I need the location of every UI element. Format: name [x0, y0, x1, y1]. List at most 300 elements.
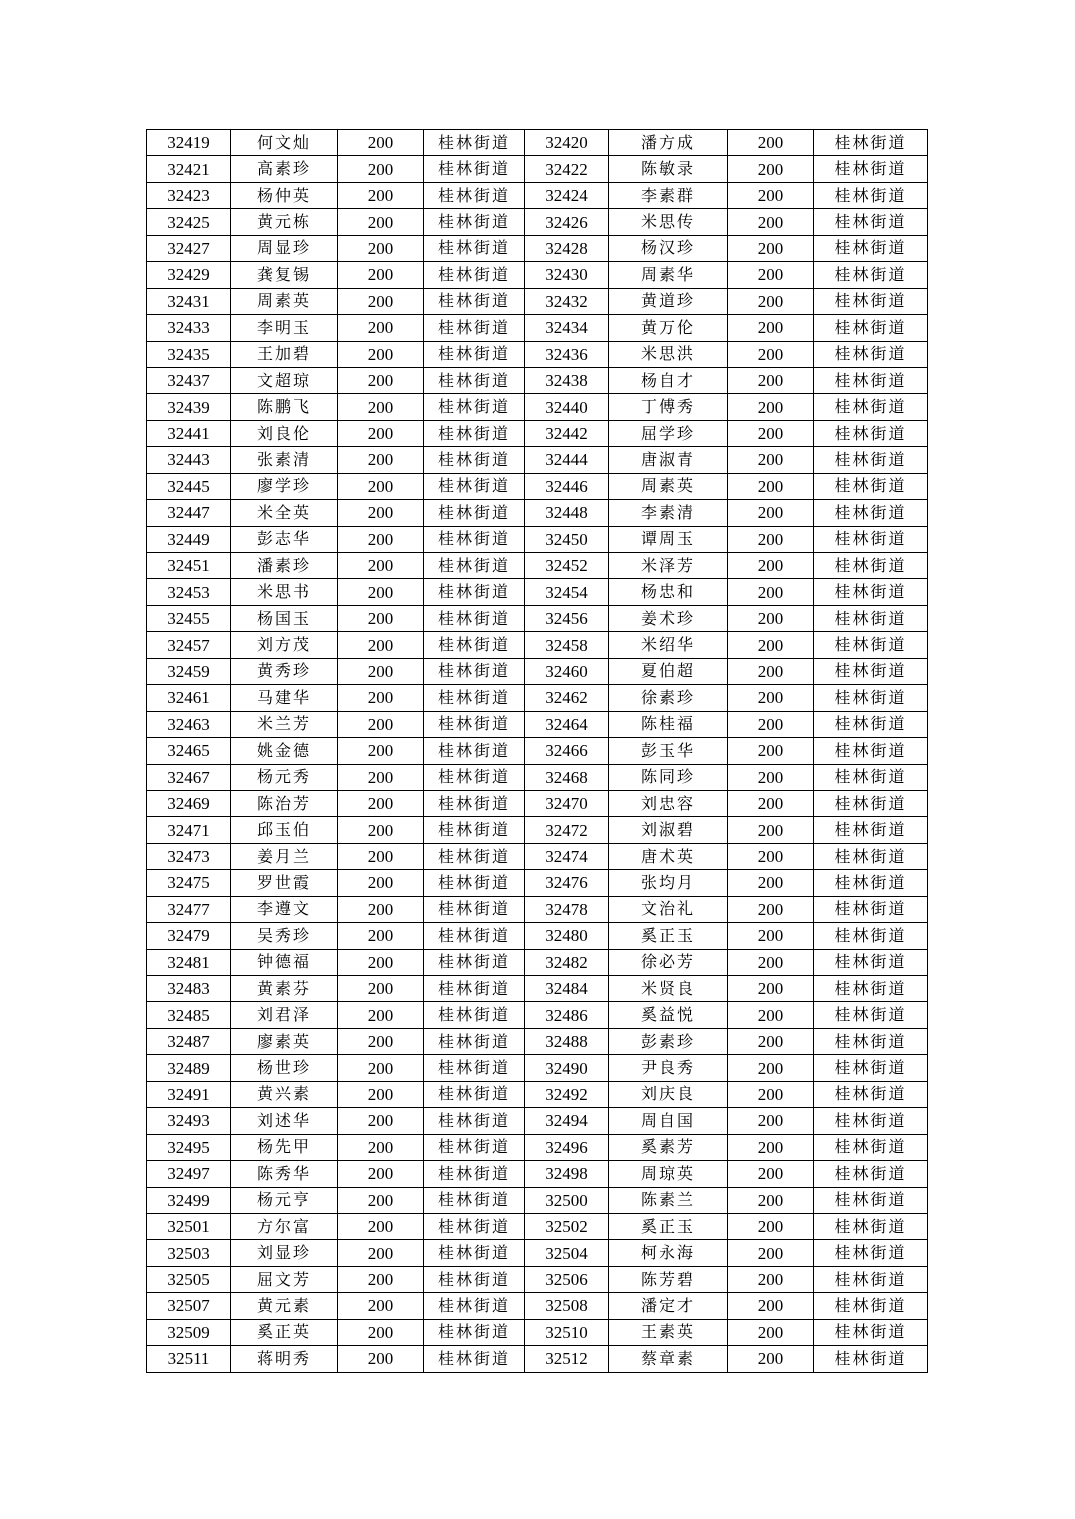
person-name-cell: 屈学珍	[609, 420, 728, 446]
person-name-cell: 奚益悦	[609, 1002, 728, 1028]
serial-number-cell: 32511	[147, 1346, 231, 1372]
person-name-cell: 刘显珍	[231, 1240, 338, 1266]
table-row	[147, 1266, 928, 1292]
person-name-cell: 陈秀华	[231, 1161, 338, 1187]
person-name-cell: 谭周玉	[609, 526, 728, 552]
serial-number-cell: 32435	[147, 341, 231, 367]
person-name-cell: 陈同珍	[609, 764, 728, 790]
amount-cell: 200	[338, 1240, 424, 1266]
amount-cell: 200	[728, 632, 814, 658]
table-row	[147, 500, 928, 526]
serial-number-cell: 32424	[525, 182, 609, 208]
street-office-cell: 桂林街道	[814, 1319, 928, 1345]
amount-cell: 200	[728, 870, 814, 896]
person-name-cell: 李遵文	[231, 896, 338, 922]
street-office-cell: 桂林街道	[424, 605, 525, 631]
person-name-cell: 奚正英	[231, 1319, 338, 1345]
person-name-cell: 刘淑碧	[609, 817, 728, 843]
person-name-cell: 邱玉伯	[231, 817, 338, 843]
serial-number-cell: 32428	[525, 235, 609, 261]
serial-number-cell: 32470	[525, 790, 609, 816]
person-name-cell: 王素英	[609, 1319, 728, 1345]
amount-cell: 200	[338, 130, 424, 156]
serial-number-cell: 32452	[525, 553, 609, 579]
amount-cell: 200	[728, 473, 814, 499]
amount-cell: 200	[728, 896, 814, 922]
street-office-cell: 桂林街道	[814, 341, 928, 367]
amount-cell: 200	[338, 500, 424, 526]
amount-cell: 200	[338, 843, 424, 869]
person-name-cell: 杨汉珍	[609, 235, 728, 261]
street-office-cell: 桂林街道	[424, 156, 525, 182]
street-office-cell: 桂林街道	[424, 896, 525, 922]
serial-number-cell: 32455	[147, 605, 231, 631]
person-name-cell: 姜术珍	[609, 605, 728, 631]
amount-cell: 200	[728, 658, 814, 684]
street-office-cell: 桂林街道	[424, 130, 525, 156]
serial-number-cell: 32500	[525, 1187, 609, 1213]
serial-number-cell: 32497	[147, 1161, 231, 1187]
serial-number-cell: 32465	[147, 738, 231, 764]
table-row	[147, 870, 928, 896]
person-name-cell: 米兰芳	[231, 711, 338, 737]
amount-cell: 200	[338, 1213, 424, 1239]
amount-cell: 200	[728, 262, 814, 288]
person-name-cell: 唐术英	[609, 843, 728, 869]
table-row	[147, 288, 928, 314]
street-office-cell: 桂林街道	[424, 790, 525, 816]
amount-cell: 200	[338, 1293, 424, 1319]
serial-number-cell: 32473	[147, 843, 231, 869]
person-name-cell: 米思传	[609, 209, 728, 235]
amount-cell: 200	[728, 130, 814, 156]
amount-cell: 200	[338, 1081, 424, 1107]
person-name-cell: 马建华	[231, 685, 338, 711]
serial-number-cell: 32471	[147, 817, 231, 843]
serial-number-cell: 32449	[147, 526, 231, 552]
amount-cell: 200	[728, 843, 814, 869]
amount-cell: 200	[728, 923, 814, 949]
street-office-cell: 桂林街道	[814, 1187, 928, 1213]
amount-cell: 200	[338, 605, 424, 631]
serial-number-cell: 32436	[525, 341, 609, 367]
serial-number-cell: 32491	[147, 1081, 231, 1107]
person-name-cell: 廖素英	[231, 1028, 338, 1054]
amount-cell: 200	[338, 949, 424, 975]
street-office-cell: 桂林街道	[424, 1028, 525, 1054]
street-office-cell: 桂林街道	[424, 1108, 525, 1134]
serial-number-cell: 32464	[525, 711, 609, 737]
person-name-cell: 黄秀珍	[231, 658, 338, 684]
serial-number-cell: 32485	[147, 1002, 231, 1028]
street-office-cell: 桂林街道	[424, 685, 525, 711]
amount-cell: 200	[728, 817, 814, 843]
serial-number-cell: 32432	[525, 288, 609, 314]
amount-cell: 200	[338, 341, 424, 367]
person-name-cell: 陈敏录	[609, 156, 728, 182]
street-office-cell: 桂林街道	[424, 1055, 525, 1081]
person-name-cell: 陈鹏飞	[231, 394, 338, 420]
table-row	[147, 341, 928, 367]
amount-cell: 200	[728, 1187, 814, 1213]
serial-number-cell: 32501	[147, 1213, 231, 1239]
street-office-cell: 桂林街道	[814, 315, 928, 341]
person-name-cell: 李明玉	[231, 315, 338, 341]
person-name-cell: 李素清	[609, 500, 728, 526]
person-name-cell: 潘方成	[609, 130, 728, 156]
serial-number-cell: 32442	[525, 420, 609, 446]
person-name-cell: 刘君泽	[231, 1002, 338, 1028]
serial-number-cell: 32510	[525, 1319, 609, 1345]
person-name-cell: 刘方茂	[231, 632, 338, 658]
person-name-cell: 周显珍	[231, 235, 338, 261]
street-office-cell: 桂林街道	[814, 1293, 928, 1319]
table-row	[147, 976, 928, 1002]
table-row	[147, 605, 928, 631]
person-name-cell: 黄元素	[231, 1293, 338, 1319]
person-name-cell: 杨国玉	[231, 605, 338, 631]
serial-number-cell: 32460	[525, 658, 609, 684]
amount-cell: 200	[728, 341, 814, 367]
table-row	[147, 367, 928, 393]
person-name-cell: 潘定才	[609, 1293, 728, 1319]
street-office-cell: 桂林街道	[814, 209, 928, 235]
street-office-cell: 桂林街道	[814, 976, 928, 1002]
street-office-cell: 桂林街道	[814, 632, 928, 658]
amount-cell: 200	[728, 976, 814, 1002]
person-name-cell: 周素华	[609, 262, 728, 288]
amount-cell: 200	[728, 579, 814, 605]
table-row	[147, 1213, 928, 1239]
amount-cell: 200	[728, 685, 814, 711]
street-office-cell: 桂林街道	[424, 1293, 525, 1319]
amount-cell: 200	[338, 923, 424, 949]
amount-cell: 200	[728, 790, 814, 816]
street-office-cell: 桂林街道	[424, 367, 525, 393]
person-name-cell: 潘素珍	[231, 553, 338, 579]
street-office-cell: 桂林街道	[424, 738, 525, 764]
street-office-cell: 桂林街道	[814, 658, 928, 684]
serial-number-cell: 32478	[525, 896, 609, 922]
street-office-cell: 桂林街道	[814, 1002, 928, 1028]
serial-number-cell: 32503	[147, 1240, 231, 1266]
amount-cell: 200	[728, 1240, 814, 1266]
serial-number-cell: 32496	[525, 1134, 609, 1160]
serial-number-cell: 32487	[147, 1028, 231, 1054]
amount-cell: 200	[338, 764, 424, 790]
amount-cell: 200	[338, 1187, 424, 1213]
person-name-cell: 米全英	[231, 500, 338, 526]
person-name-cell: 米贤良	[609, 976, 728, 1002]
person-name-cell: 陈治芳	[231, 790, 338, 816]
serial-number-cell: 32423	[147, 182, 231, 208]
person-name-cell: 米泽芳	[609, 553, 728, 579]
street-office-cell: 桂林街道	[814, 130, 928, 156]
amount-cell: 200	[338, 553, 424, 579]
amount-cell: 200	[728, 1293, 814, 1319]
person-name-cell: 周素英	[609, 473, 728, 499]
street-office-cell: 桂林街道	[424, 1213, 525, 1239]
serial-number-cell: 32429	[147, 262, 231, 288]
amount-cell: 200	[338, 738, 424, 764]
street-office-cell: 桂林街道	[814, 738, 928, 764]
street-office-cell: 桂林街道	[424, 553, 525, 579]
serial-number-cell: 32458	[525, 632, 609, 658]
amount-cell: 200	[728, 1055, 814, 1081]
serial-number-cell: 32467	[147, 764, 231, 790]
amount-cell: 200	[338, 870, 424, 896]
serial-number-cell: 32453	[147, 579, 231, 605]
person-name-cell: 高素珍	[231, 156, 338, 182]
amount-cell: 200	[338, 235, 424, 261]
street-office-cell: 桂林街道	[424, 632, 525, 658]
street-office-cell: 桂林街道	[814, 420, 928, 446]
amount-cell: 200	[338, 896, 424, 922]
person-name-cell: 龚复锡	[231, 262, 338, 288]
street-office-cell: 桂林街道	[424, 315, 525, 341]
person-name-cell: 彭玉华	[609, 738, 728, 764]
street-office-cell: 桂林街道	[814, 605, 928, 631]
person-name-cell: 米思洪	[609, 341, 728, 367]
table-row	[147, 262, 928, 288]
serial-number-cell: 32486	[525, 1002, 609, 1028]
street-office-cell: 桂林街道	[424, 870, 525, 896]
person-name-cell: 刘庆良	[609, 1081, 728, 1107]
amount-cell: 200	[338, 1134, 424, 1160]
table-row	[147, 579, 928, 605]
table-row	[147, 315, 928, 341]
street-office-cell: 桂林街道	[814, 156, 928, 182]
person-name-cell: 姚金德	[231, 738, 338, 764]
person-name-cell: 尹良秀	[609, 1055, 728, 1081]
table-row	[147, 209, 928, 235]
amount-cell: 200	[338, 1266, 424, 1292]
person-name-cell: 彭素珍	[609, 1028, 728, 1054]
street-office-cell: 桂林街道	[424, 1319, 525, 1345]
amount-cell: 200	[728, 1213, 814, 1239]
amount-cell: 200	[728, 764, 814, 790]
street-office-cell: 桂林街道	[424, 1240, 525, 1266]
table-row	[147, 1028, 928, 1054]
street-office-cell: 桂林街道	[814, 870, 928, 896]
street-office-cell: 桂林街道	[814, 473, 928, 499]
person-name-cell: 屈文芳	[231, 1266, 338, 1292]
person-name-cell: 奚正玉	[609, 1213, 728, 1239]
person-name-cell: 奚素芳	[609, 1134, 728, 1160]
person-name-cell: 文超琼	[231, 367, 338, 393]
amount-cell: 200	[338, 420, 424, 446]
street-office-cell: 桂林街道	[814, 394, 928, 420]
table-row	[147, 632, 928, 658]
serial-number-cell: 32480	[525, 923, 609, 949]
table-row	[147, 1081, 928, 1107]
street-office-cell: 桂林街道	[814, 235, 928, 261]
person-name-cell: 廖学珍	[231, 473, 338, 499]
table-row	[147, 1108, 928, 1134]
serial-number-cell: 32448	[525, 500, 609, 526]
person-name-cell: 柯永海	[609, 1240, 728, 1266]
roster-table	[146, 129, 928, 1373]
amount-cell: 200	[728, 288, 814, 314]
serial-number-cell: 32466	[525, 738, 609, 764]
amount-cell: 200	[728, 315, 814, 341]
amount-cell: 200	[728, 553, 814, 579]
person-name-cell: 彭志华	[231, 526, 338, 552]
document-page	[146, 129, 927, 1373]
street-office-cell: 桂林街道	[814, 500, 928, 526]
amount-cell: 200	[728, 949, 814, 975]
amount-cell: 200	[728, 394, 814, 420]
street-office-cell: 桂林街道	[814, 790, 928, 816]
street-office-cell: 桂林街道	[814, 367, 928, 393]
person-name-cell: 蔡章素	[609, 1346, 728, 1372]
street-office-cell: 桂林街道	[814, 1240, 928, 1266]
street-office-cell: 桂林街道	[424, 262, 525, 288]
person-name-cell: 夏伯超	[609, 658, 728, 684]
roster-table-body	[147, 130, 928, 1373]
serial-number-cell: 32456	[525, 605, 609, 631]
table-row	[147, 420, 928, 446]
table-row	[147, 738, 928, 764]
amount-cell: 200	[338, 632, 424, 658]
serial-number-cell: 32441	[147, 420, 231, 446]
serial-number-cell: 32437	[147, 367, 231, 393]
amount-cell: 200	[338, 447, 424, 473]
person-name-cell: 杨自才	[609, 367, 728, 393]
table-row	[147, 526, 928, 552]
serial-number-cell: 32422	[525, 156, 609, 182]
person-name-cell: 方尔富	[231, 1213, 338, 1239]
amount-cell: 200	[338, 817, 424, 843]
person-name-cell: 杨先甲	[231, 1134, 338, 1160]
serial-number-cell: 32475	[147, 870, 231, 896]
street-office-cell: 桂林街道	[424, 235, 525, 261]
table-row	[147, 553, 928, 579]
table-row	[147, 764, 928, 790]
street-office-cell: 桂林街道	[814, 1055, 928, 1081]
amount-cell: 200	[338, 1108, 424, 1134]
serial-number-cell: 32434	[525, 315, 609, 341]
amount-cell: 200	[338, 209, 424, 235]
table-row	[147, 817, 928, 843]
person-name-cell: 杨仲英	[231, 182, 338, 208]
person-name-cell: 徐素珍	[609, 685, 728, 711]
serial-number-cell: 32498	[525, 1161, 609, 1187]
street-office-cell: 桂林街道	[424, 473, 525, 499]
amount-cell: 200	[338, 658, 424, 684]
amount-cell: 200	[338, 1319, 424, 1345]
serial-number-cell: 32477	[147, 896, 231, 922]
table-row	[147, 156, 928, 182]
person-name-cell: 丁傅秀	[609, 394, 728, 420]
street-office-cell: 桂林街道	[814, 553, 928, 579]
person-name-cell: 黄素芬	[231, 976, 338, 1002]
street-office-cell: 桂林街道	[424, 447, 525, 473]
person-name-cell: 钟德福	[231, 949, 338, 975]
serial-number-cell: 32451	[147, 553, 231, 579]
person-name-cell: 吴秀珍	[231, 923, 338, 949]
person-name-cell: 奚正玉	[609, 923, 728, 949]
serial-number-cell: 32445	[147, 473, 231, 499]
street-office-cell: 桂林街道	[424, 579, 525, 605]
serial-number-cell: 32454	[525, 579, 609, 605]
person-name-cell: 杨忠和	[609, 579, 728, 605]
street-office-cell: 桂林街道	[424, 182, 525, 208]
amount-cell: 200	[338, 579, 424, 605]
serial-number-cell: 32483	[147, 976, 231, 1002]
person-name-cell: 杨元亨	[231, 1187, 338, 1213]
street-office-cell: 桂林街道	[424, 1187, 525, 1213]
serial-number-cell: 32499	[147, 1187, 231, 1213]
person-name-cell: 刘忠容	[609, 790, 728, 816]
street-office-cell: 桂林街道	[424, 923, 525, 949]
serial-number-cell: 32493	[147, 1108, 231, 1134]
serial-number-cell: 32507	[147, 1293, 231, 1319]
serial-number-cell: 32459	[147, 658, 231, 684]
serial-number-cell: 32488	[525, 1028, 609, 1054]
person-name-cell: 米绍华	[609, 632, 728, 658]
serial-number-cell: 32450	[525, 526, 609, 552]
person-name-cell: 黄道珍	[609, 288, 728, 314]
amount-cell: 200	[338, 526, 424, 552]
amount-cell: 200	[338, 1028, 424, 1054]
serial-number-cell: 32474	[525, 843, 609, 869]
person-name-cell: 米思书	[231, 579, 338, 605]
serial-number-cell: 32446	[525, 473, 609, 499]
street-office-cell: 桂林街道	[424, 1346, 525, 1372]
street-office-cell: 桂林街道	[814, 1346, 928, 1372]
street-office-cell: 桂林街道	[814, 447, 928, 473]
person-name-cell: 杨世珍	[231, 1055, 338, 1081]
amount-cell: 200	[728, 1002, 814, 1028]
serial-number-cell: 32444	[525, 447, 609, 473]
amount-cell: 200	[728, 367, 814, 393]
person-name-cell: 刘良伦	[231, 420, 338, 446]
street-office-cell: 桂林街道	[424, 1134, 525, 1160]
person-name-cell: 杨元秀	[231, 764, 338, 790]
street-office-cell: 桂林街道	[424, 1002, 525, 1028]
serial-number-cell: 32439	[147, 394, 231, 420]
table-row	[147, 685, 928, 711]
street-office-cell: 桂林街道	[814, 843, 928, 869]
amount-cell: 200	[728, 420, 814, 446]
street-office-cell: 桂林街道	[424, 711, 525, 737]
amount-cell: 200	[728, 1161, 814, 1187]
street-office-cell: 桂林街道	[814, 711, 928, 737]
serial-number-cell: 32512	[525, 1346, 609, 1372]
street-office-cell: 桂林街道	[814, 896, 928, 922]
serial-number-cell: 32462	[525, 685, 609, 711]
street-office-cell: 桂林街道	[814, 1028, 928, 1054]
amount-cell: 200	[338, 473, 424, 499]
table-row	[147, 790, 928, 816]
amount-cell: 200	[728, 605, 814, 631]
person-name-cell: 王加碧	[231, 341, 338, 367]
street-office-cell: 桂林街道	[424, 976, 525, 1002]
amount-cell: 200	[728, 500, 814, 526]
table-row	[147, 1240, 928, 1266]
person-name-cell: 周琼英	[609, 1161, 728, 1187]
street-office-cell: 桂林街道	[814, 182, 928, 208]
table-row	[147, 235, 928, 261]
person-name-cell: 陈桂福	[609, 711, 728, 737]
amount-cell: 200	[338, 394, 424, 420]
amount-cell: 200	[338, 1346, 424, 1372]
street-office-cell: 桂林街道	[424, 420, 525, 446]
serial-number-cell: 32506	[525, 1266, 609, 1292]
street-office-cell: 桂林街道	[424, 949, 525, 975]
amount-cell: 200	[728, 1266, 814, 1292]
